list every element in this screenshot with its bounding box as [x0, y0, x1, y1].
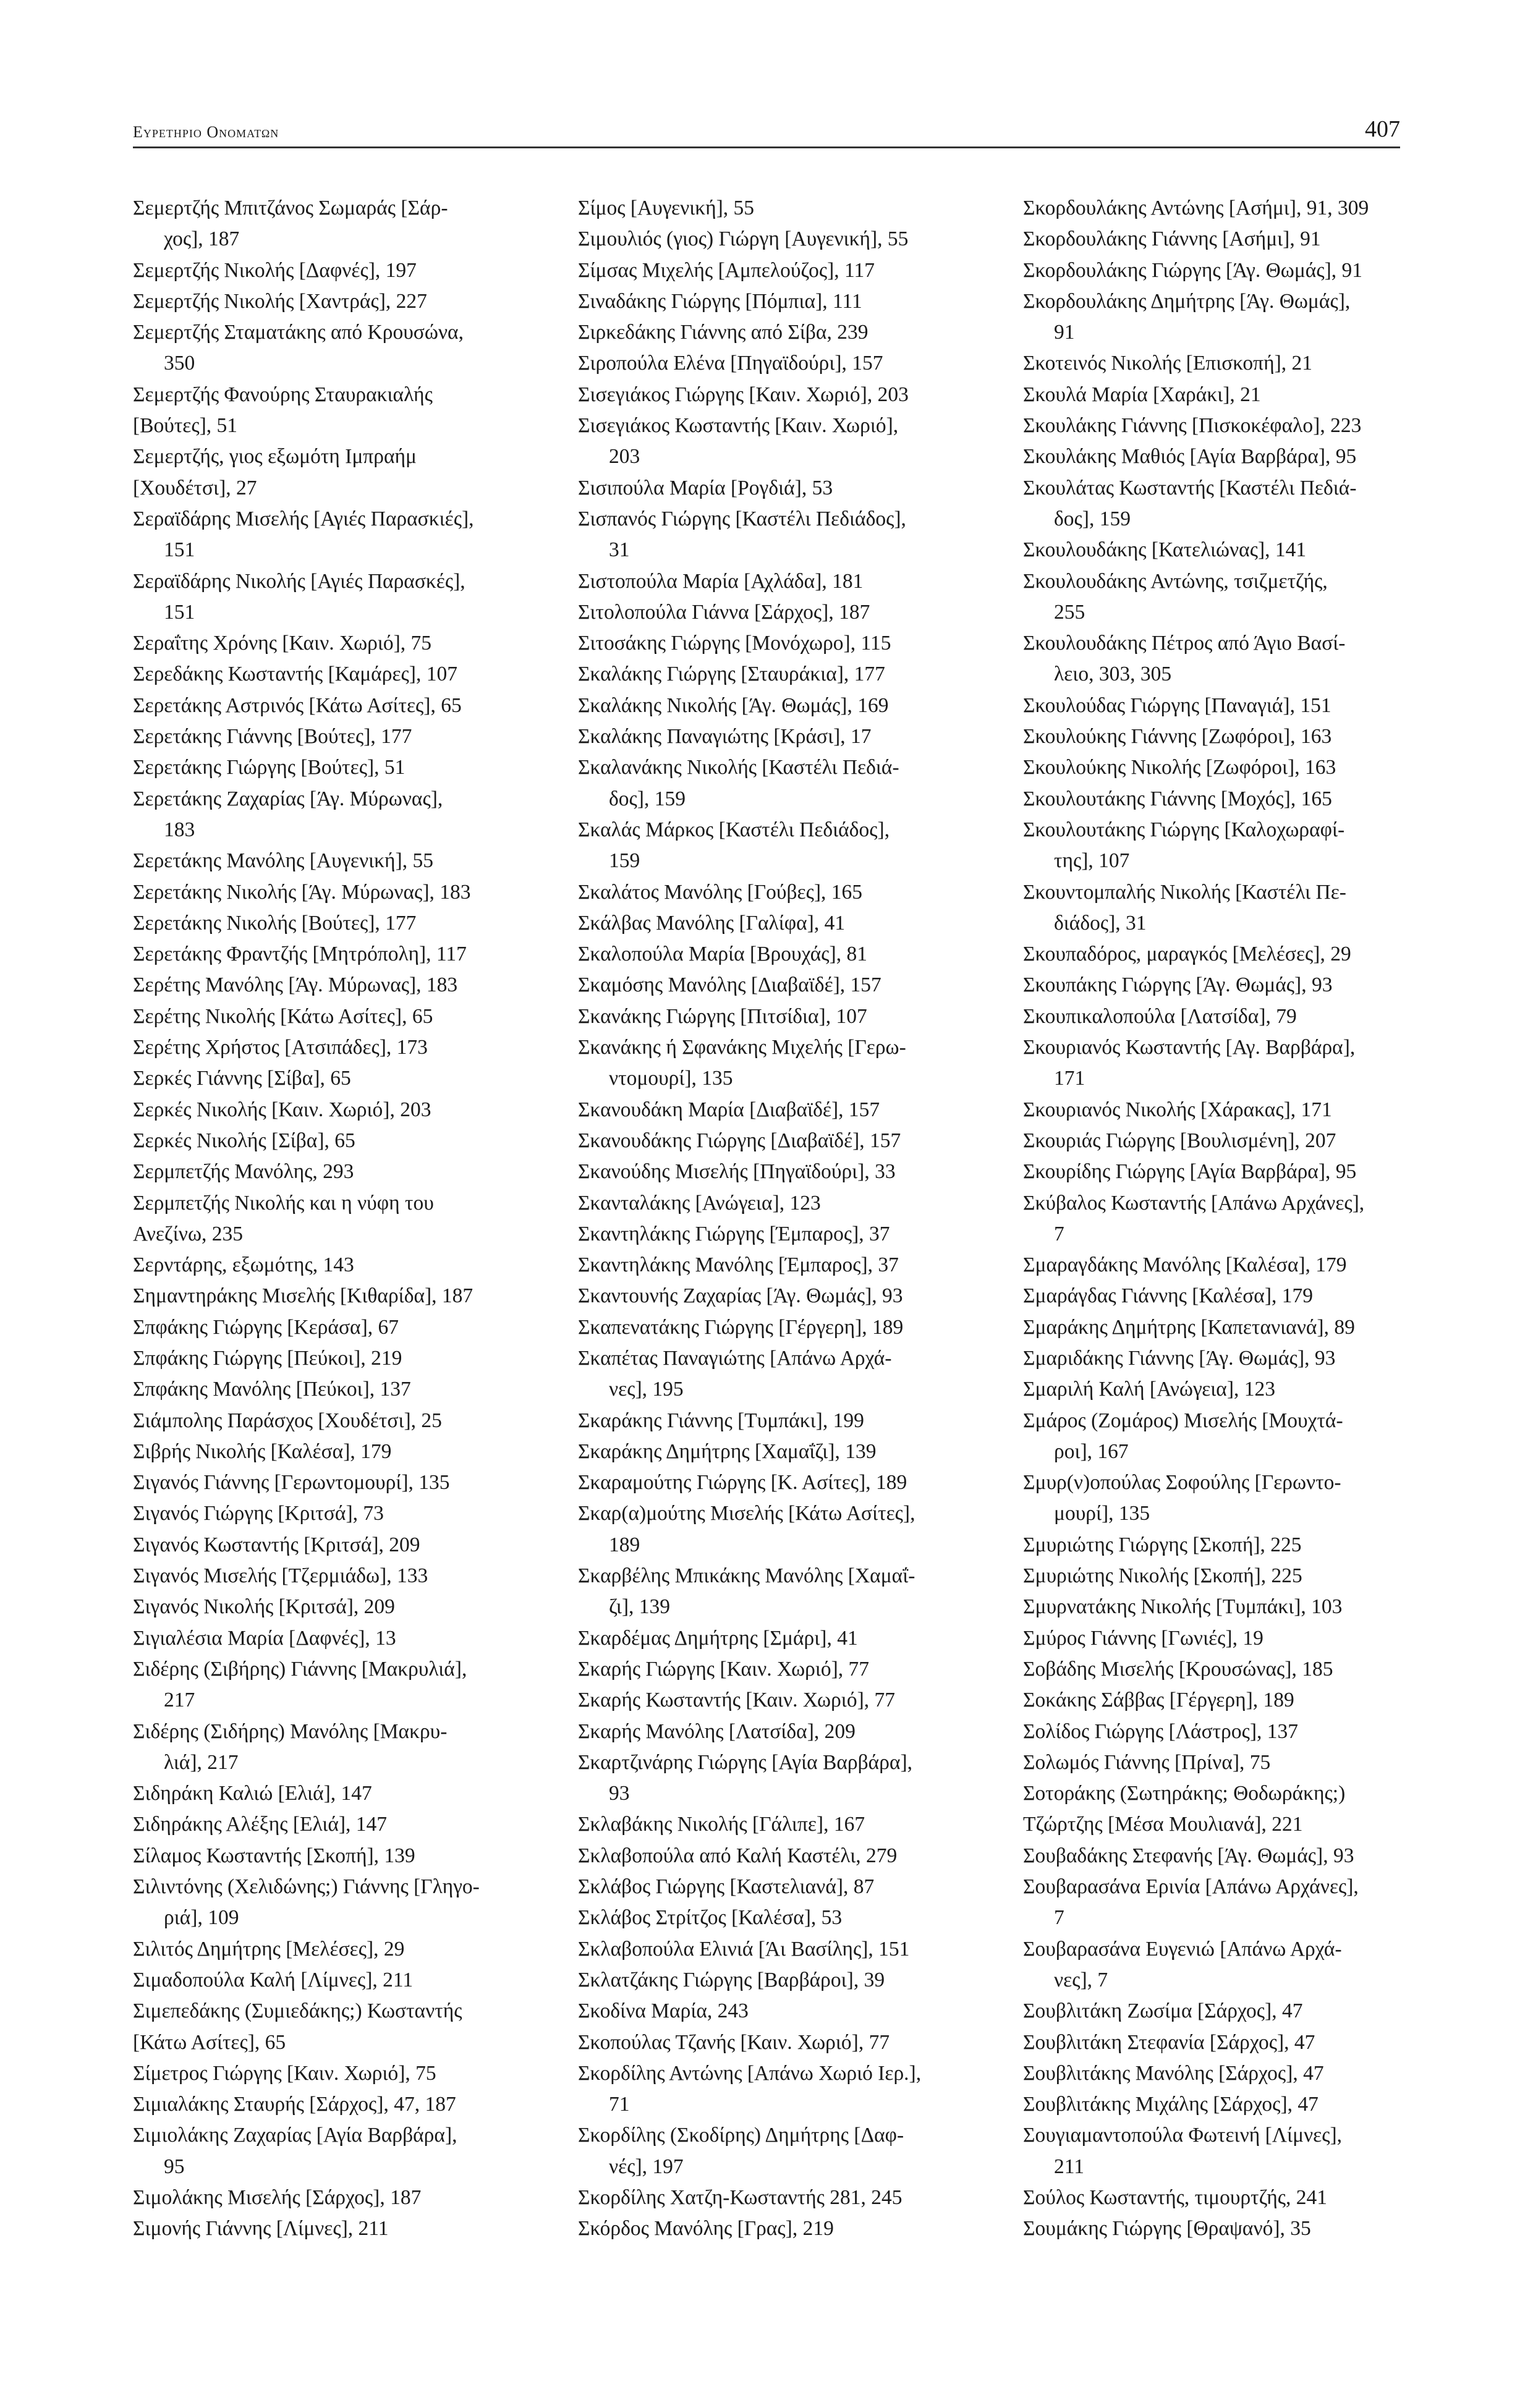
- index-entry: Σερμπετζής Μανόλης, 293: [133, 1160, 354, 1184]
- index-entry: Σκλαβοπούλα Ελινιά [Άι Βασίλης], 151: [578, 1937, 910, 1961]
- index-entry: Σουβλιτάκης Μιχάλης [Σάρχος], 47: [1023, 2093, 1319, 2116]
- index-entry: Σκλαβοπούλα από Καλή Καστέλι, 279: [578, 1844, 898, 1867]
- index-entry: Σκαπέτας Παναγιώτης [Απάνω Αρχά-: [578, 1346, 892, 1370]
- index-entry: ροι], 167: [1054, 1439, 1129, 1463]
- index-entry: 95: [164, 2155, 185, 2178]
- index-entry: Σκανάκης Γιώργης [Πιτσίδια], 107: [578, 1004, 867, 1028]
- index-entry: Σολίδος Γιώργης [Λάστρος], 137: [1023, 1719, 1299, 1743]
- index-entry: Σιμαδοπούλα Καλή [Λίμνες], 211: [133, 1968, 414, 1991]
- index-entry: Σερετάκης Μανόλης [Αυγενική], 55: [133, 849, 433, 873]
- index-entry: 31: [609, 538, 630, 562]
- index-entry: Σκορδουλάκης Δημήτρης [Άγ. Θωμάς],: [1023, 289, 1351, 313]
- index-entry: Σκλάβος Στρίτζος [Καλέσα], 53: [578, 1906, 843, 1930]
- index-entry: Σκλαβάκης Νικολής [Γάλιπε], 167: [578, 1813, 865, 1836]
- index-entry: Σκορδουλάκης Αντώνης [Ασήμι], 91, 309: [1023, 197, 1369, 219]
- index-entry: Σκαρδέμας Δημήτρης [Σμάρι], 41: [578, 1626, 858, 1650]
- index-entry: Σίμετρος Γιώργης [Καιν. Χωριό], 75: [133, 2061, 436, 2085]
- index-entry: Σκουριανός Νικολής [Χάρακας], 171: [1023, 1098, 1332, 1121]
- index-entry: Σκαλάκης Παναγιώτης [Κράσι], 17: [578, 725, 872, 748]
- index-entry: Σουβαρασάνα Ερινία [Απάνω Αρχάνες],: [1023, 1875, 1359, 1899]
- index-entry: χος], 187: [164, 227, 240, 251]
- index-entry: Σκαλάκης Νικολής [Άγ. Θωμάς], 169: [578, 693, 889, 717]
- index-entry: Σίμσας Μιχελής [Αμπελούζος], 117: [578, 258, 875, 282]
- index-entry: Σερεδάκης Κωσταντής [Καμάρες], 107: [133, 663, 457, 686]
- index-entry: Σμύρος Γιάννης [Γωνιές], 19: [1023, 1626, 1263, 1650]
- index-entry: Σίμος [Αυγενική], 55: [578, 197, 755, 219]
- index-entry: Σκουλάκης Μαθιός [Αγία Βαρβάρα], 95: [1023, 445, 1357, 468]
- index-entry: Σιγανός Γιώργης [Κριτσά], 73: [133, 1502, 384, 1525]
- index-entry: Σιτολοπούλα Γιάννα [Σάρχος], 187: [578, 600, 870, 624]
- index-entry: δος], 159: [1054, 507, 1131, 530]
- index-entry: Σκαλάς Μάρκος [Καστέλι Πεδιάδος],: [578, 818, 890, 841]
- index-entry: Σισιπούλα Μαρία [Ρογδιά], 53: [578, 476, 833, 499]
- index-entry: Σιβρής Νικολής [Καλέσα], 179: [133, 1439, 392, 1463]
- index-entry: διάδος], 31: [1054, 911, 1147, 935]
- index-entry: Σοκάκης Σάββας [Γέργερη], 189: [1023, 1689, 1294, 1712]
- index-entry: Σοτοράκης (Σωτηράκης; Θοδωράκης;): [1023, 1782, 1346, 1805]
- index-column-1: [133, 193, 516, 2245]
- index-entry: Σκουρίδης Γιώργης [Αγία Βαρβάρα], 95: [1023, 1160, 1357, 1184]
- index-entry: Σκουπικαλοπούλα [Λατσίδα], 79: [1023, 1004, 1297, 1028]
- index-entry: 91: [1054, 321, 1075, 344]
- index-entry: Σκαντηλάκης Μανόλης [Έμπαρος], 37: [578, 1253, 899, 1277]
- index-entry: 93: [609, 1782, 630, 1805]
- index-entry: Σμυρνατάκης Νικολής [Τυμπάκι], 103: [1023, 1595, 1343, 1619]
- index-entry: 7: [1054, 1906, 1064, 1930]
- index-entry: ζι], 139: [609, 1595, 671, 1619]
- index-entry: Σκανάκης ή Σφανάκης Μιχελής [Γερω-: [578, 1036, 906, 1059]
- index-entry: Σκορδίλης Αντώνης [Απάνω Χωριό Ιερ.],: [578, 2061, 922, 2085]
- index-entry: Σερντάρης, εξωμότης, 143: [133, 1253, 354, 1277]
- index-entry: Σεμερτζής, γιος εξωμότη Ιμπραήμ: [133, 445, 417, 468]
- index-entry: Σκαρβέλης Μπικάκης Μανόλης [Χαμαΐ-: [578, 1564, 915, 1588]
- index-entry: Σίλαμος Κωσταντής [Σκοπή], 139: [133, 1844, 415, 1867]
- index-entry: 189: [609, 1533, 640, 1556]
- index-entry: Σισπανός Γιώργης [Καστέλι Πεδιάδος],: [578, 507, 906, 530]
- index-entry: 71: [609, 2093, 630, 2116]
- index-entry: Σκανουδάκη Μαρία [Διαβαϊδέ], 157: [578, 1098, 880, 1121]
- index-entry: Σισεγιάκος Γιώργης [Καιν. Χωριό], 203: [578, 383, 909, 406]
- index-entry: Σκοδίνα Μαρία, 243: [578, 1999, 749, 2023]
- index-entry: Σπφάκης Μανόλης [Πεύκοι], 137: [133, 1378, 411, 1401]
- index-entry: Σκαντουνής Ζαχαρίας [Άγ. Θωμάς], 93: [578, 1284, 903, 1308]
- index-entry: Σπφάκης Γιώργης [Κεράσα], 67: [133, 1315, 399, 1339]
- index-entry: Σιμουλιός (γιος) Γιώργη [Αυγενική], 55: [578, 227, 909, 251]
- index-entry: Σιλιντόνης (Χελιδώνης;) Γιάννης [Γληγο-: [133, 1875, 480, 1899]
- index-entry: Σεμερτζής Σταματάκης από Κρουσώνα,: [133, 321, 464, 344]
- index-entry: Σιδηράκης Αλέξης [Ελιά], 147: [133, 1813, 388, 1836]
- index-entry: Σκανταλάκης [Ανώγεια], 123: [578, 1191, 821, 1215]
- index-entry: Σκορδουλάκης Γιώργης [Άγ. Θωμάς], 91: [1023, 258, 1363, 282]
- index-entry: Σιγανός Νικολής [Κριτσά], 209: [133, 1595, 395, 1619]
- index-entry: Σιδέρης (Σιδήρης) Μανόλης [Μακρυ-: [133, 1719, 448, 1743]
- index-entry: Σερκές Νικολής [Καιν. Χωριό], 203: [133, 1098, 431, 1121]
- index-entry: Σπφάκης Γιώργης [Πεύκοι], 219: [133, 1346, 402, 1370]
- index-entry: Σκαρής Γιώργης [Καιν. Χωριό], 77: [578, 1657, 870, 1681]
- index-entry: Σερετάκης Αστρινός [Κάτω Ασίτες], 65: [133, 693, 462, 717]
- index-entry: Σιγανός Γιάννης [Γερωντομουρί], 135: [133, 1471, 450, 1494]
- index-entry: Σκαλανάκης Νικολής [Καστέλι Πεδιά-: [578, 756, 899, 779]
- index-entry: Ανεζίνω, 235: [133, 1222, 244, 1245]
- index-entry: νες], 7: [1054, 1968, 1108, 1991]
- index-entry: 7: [1054, 1222, 1064, 1245]
- index-entry: Σερμπετζής Νικολής και η νύφη του: [133, 1191, 434, 1215]
- index-entry: 203: [609, 445, 640, 468]
- index-entry: Σμαριλή Καλή [Ανώγεια], 123: [1023, 1378, 1276, 1401]
- index-entry: Σκουλουδάκης Αντώνης, τσιζμετζής,: [1023, 569, 1328, 593]
- index-entry: [Χουδέτσι], 27: [133, 476, 257, 499]
- index-entry: Σκουλούκης Γιάννης [Ζωφόροι], 163: [1023, 725, 1332, 748]
- index-entry: μουρί], 135: [1054, 1502, 1150, 1525]
- index-entry: Σκουλάκης Γιάννης [Πισκοκέφαλο], 223: [1023, 414, 1362, 438]
- index-entry: Σιδηράκη Καλιώ [Ελιά], 147: [133, 1782, 372, 1805]
- index-entry: 211: [1054, 2155, 1085, 2178]
- index-entry: νές], 197: [609, 2155, 684, 2178]
- index-entry: Σουμάκης Γιώργης [Θραψανό], 35: [1023, 2217, 1311, 2241]
- index-entry: Σκαλάκης Γιώργης [Σταυράκια], 177: [578, 663, 885, 686]
- index-entry: Σμαραγδάκης Μανόλης [Καλέσα], 179: [1023, 1253, 1347, 1277]
- index-entry: Σκουλουδάκης [Κατελιώνας], 141: [1023, 538, 1307, 562]
- index-entry: Σκουλουτάκης Γιώργης [Καλοχωραφί-: [1023, 818, 1345, 841]
- index-entry: Σιρκεδάκης Γιάννης από Σίβα, 239: [578, 321, 868, 344]
- index-entry: Σουβλιτάκη Ζωσίμα [Σάρχος], 47: [1023, 1999, 1303, 2023]
- index-entry: Σκουλούκης Νικολής [Ζωφόροι], 163: [1023, 756, 1336, 779]
- index-entry: Σουβλιτάκης Μανόλης [Σάρχος], 47: [1023, 2061, 1324, 2085]
- index-entry: Σκαμόσης Μανόλης [Διαβαϊδέ], 157: [578, 973, 881, 997]
- index-entry: [Κάτω Ασίτες], 65: [133, 2030, 286, 2054]
- index-entry: 151: [164, 538, 195, 562]
- index-entry: Σερκές Νικολής [Σίβα], 65: [133, 1129, 355, 1152]
- index-entry: Σερέτης Νικολής [Κάτω Ασίτες], 65: [133, 1004, 433, 1028]
- index-entry: Σκουντομπαλής Νικολής [Καστέλι Πε-: [1023, 880, 1346, 904]
- index-entry: 171: [1054, 1067, 1085, 1090]
- index-entry: Σκορδίλης (Σκοδίρης) Δημήτρης [Δαφ-: [578, 2124, 904, 2147]
- index-entry: Σεμερτζής Νικολής [Δαφνές], 197: [133, 258, 417, 282]
- index-entry: 183: [164, 818, 195, 841]
- index-entry: Σερετάκης Ζαχαρίας [Άγ. Μύρωνας],: [133, 787, 443, 810]
- index-entry: Σιτοσάκης Γιώργης [Μονόχωρο], 115: [578, 632, 891, 655]
- index-entry: Σερετάκης Γιάννης [Βούτες], 177: [133, 725, 412, 748]
- index-entry: Σκαλοπούλα Μαρία [Βρουχάς], 81: [578, 943, 867, 966]
- index-entry: Σουβαρασάνα Ευγενιώ [Απάνω Αρχά-: [1023, 1937, 1342, 1961]
- index-entry: Σκουριάς Γιώργης [Βουλισμένη], 207: [1023, 1129, 1336, 1152]
- index-entry: ντομουρί], 135: [609, 1067, 733, 1090]
- index-entry: Σούλος Κωσταντής, τιμουρτζής, 241: [1023, 2186, 1327, 2209]
- index-entry: Σεμερτζής Φανούρης Σταυρακιαλής: [133, 383, 433, 406]
- index-entry: Σκοπούλας Τζανής [Καιν. Χωριό], 77: [578, 2030, 890, 2054]
- index-entry: Σκουλουδάκης Πέτρος από Άγιο Βασί-: [1023, 632, 1346, 655]
- index-entry: 159: [609, 849, 640, 873]
- index-entry: Σκαρτζινάρης Γιώργης [Αγία Βαρβάρα],: [578, 1750, 913, 1774]
- index-entry: Σερέτης Χρήστος [Ατσιπάδες], 173: [133, 1036, 428, 1059]
- index-entry: Σερέτης Μανόλης [Άγ. Μύρωνας], 183: [133, 973, 458, 997]
- index-entry: Σιμιολάκης Ζαχαρίας [Αγία Βαρβάρα],: [133, 2124, 457, 2147]
- index-entry: της], 107: [1054, 849, 1130, 873]
- index-entry: Σιμολάκης Μισελής [Σάρχος], 187: [133, 2186, 422, 2209]
- index-entry: Σιμιαλάκης Σταυρής [Σάρχος], 47, 187: [133, 2093, 456, 2116]
- index-entry: Σμαράγδας Γιάννης [Καλέσα], 179: [1023, 1284, 1313, 1308]
- index-column-2: [578, 193, 961, 2245]
- index-entry: Σμάρος (Ζομάρος) Μισελής [Μουχτά-: [1023, 1409, 1343, 1432]
- index-entry: Σερετάκης Φραντζής [Μητρόπολη], 117: [133, 943, 467, 966]
- index-entry: Σκλάβος Γιώργης [Καστελιανά], 87: [578, 1875, 875, 1899]
- index-entry: Σιγιαλέσια Μαρία [Δαφνές], 13: [133, 1626, 396, 1650]
- index-entry: Σιγανός Μισελής [Τζερμιάδω], 133: [133, 1564, 428, 1588]
- index-entry: ριά], 109: [164, 1906, 239, 1930]
- index-entry: Σμαριδάκης Γιάννης [Άγ. Θωμάς], 93: [1023, 1346, 1336, 1370]
- index-entry: Σκλατζάκης Γιώργης [Βαρβάροι], 39: [578, 1968, 885, 1991]
- index-entry: 151: [164, 600, 195, 624]
- index-entry: Σκαρ(α)μούτης Μισελής [Κάτω Ασίτες],: [578, 1502, 915, 1525]
- index-entry: 255: [1054, 600, 1085, 624]
- index-entry: Σιλιτός Δημήτρης [Μελέσες], 29: [133, 1937, 405, 1961]
- index-entry: Σιάμπολης Παράσχος [Χουδέτσι], 25: [133, 1409, 442, 1432]
- index-entry: Σκουπάκης Γιώργης [Άγ. Θωμάς], 93: [1023, 973, 1333, 997]
- index-entry: Σκουπαδόρος, μαραγκός [Μελέσες], 29: [1023, 943, 1351, 966]
- index-entry: Σουγιαμαντοπούλα Φωτεινή [Λίμνες],: [1023, 2124, 1343, 2147]
- index-entry: Σεραϊδάρης Μισελής [Αγιές Παρασκιές],: [133, 507, 474, 530]
- index-entry: Σκόρδος Μανόλης [Γρας], 219: [578, 2217, 834, 2241]
- index-entry: Σκαρής Μανόλης [Λατσίδα], 209: [578, 1719, 856, 1743]
- index-entry: Σερετάκης Νικολής [Βούτες], 177: [133, 911, 417, 935]
- index-entry: Σολωμός Γιάννης [Πρίνα], 75: [1023, 1750, 1271, 1774]
- index-entry: Σεμερτζής Νικολής [Χαντράς], 227: [133, 289, 427, 313]
- index-entry: Σκαλάτος Μανόλης [Γούβες], 165: [578, 880, 863, 904]
- page-header: [133, 114, 1400, 148]
- index-entry: νες], 195: [609, 1378, 684, 1401]
- index-entry: Σκάλβας Μανόλης [Γαλίφα], 41: [578, 911, 846, 935]
- index-entry: δος], 159: [609, 787, 686, 810]
- index-entry: Σερετάκης Νικολής [Άγ. Μύρωνας], 183: [133, 880, 471, 904]
- index-entry: 217: [164, 1689, 195, 1712]
- index-columns: [133, 193, 1406, 2245]
- index-entry: λειο, 303, 305: [1054, 663, 1172, 686]
- index-entry: Σιναδάκης Γιώργης [Πόμπια], 111: [578, 289, 862, 313]
- index-entry: Σκαράκης Γιάννης [Τυμπάκι], 199: [578, 1409, 864, 1432]
- index-entry: Σκουλά Μαρία [Χαράκι], 21: [1023, 383, 1261, 406]
- index-entry: Σιστοπούλα Μαρία [Αχλάδα], 181: [578, 569, 864, 593]
- index-entry: Σκαπενατάκης Γιώργης [Γέργερη], 189: [578, 1315, 904, 1339]
- index-entry: Σκουλάτας Κωσταντής [Καστέλι Πεδιά-: [1023, 476, 1357, 499]
- index-entry: Σιδέρης (Σιβήρης) Γιάννης [Μακρυλιά],: [133, 1657, 467, 1681]
- index-entry: Σκαντηλάκης Γιώργης [Έμπαρος], 37: [578, 1222, 890, 1245]
- index-entry: Σιμεπεδάκης (Συμιεδάκης;) Κωσταντής: [133, 1999, 462, 2023]
- running-head: Ευρετηριο Ονοματων: [133, 123, 279, 141]
- page-number: 407: [1365, 116, 1400, 142]
- index-entry: Σκανούδης Μισελής [Πηγαϊδούρι], 33: [578, 1160, 896, 1184]
- index-entry: Σεραϊδάρης Νικολής [Αγιές Παρασκές],: [133, 569, 465, 593]
- index-entry: Τζώρτζης [Μέσα Μουλιανά], 221: [1023, 1813, 1303, 1836]
- index-entry: Σεραΐτης Χρόνης [Καιν. Χωριό], 75: [133, 632, 432, 655]
- index-entry: Σκύβαλος Κωσταντής [Απάνω Αρχάνες],: [1023, 1191, 1365, 1215]
- index-entry: Σιμονής Γιάννης [Λίμνες], 211: [133, 2217, 389, 2241]
- index-entry: Σερκές Γιάννης [Σίβα], 65: [133, 1067, 351, 1090]
- index-entry: Σισεγιάκος Κωσταντής [Καιν. Χωριό],: [578, 414, 899, 438]
- index-entry: Σκουλουτάκης Γιάννης [Μοχός], 165: [1023, 787, 1332, 810]
- index-entry: Σκοτεινός Νικολής [Επισκοπή], 21: [1023, 352, 1313, 375]
- index-column-3: [1023, 193, 1406, 2245]
- index-entry: Σοβάδης Μισελής [Κρουσώνας], 185: [1023, 1657, 1333, 1681]
- index-entry: [Βούτες], 51: [133, 414, 238, 438]
- index-entry: Σκαράκης Δημήτρης [Χαμαΐζι], 139: [578, 1439, 877, 1463]
- index-entry: Σημαντηράκης Μισελής [Κιθαρίδα], 187: [133, 1284, 473, 1308]
- index-entry: Σμυριώτης Γιώργης [Σκοπή], 225: [1023, 1533, 1302, 1556]
- index-entry: Σμυριώτης Νικολής [Σκοπή], 225: [1023, 1564, 1302, 1588]
- index-entry: Σουβαδάκης Στεφανής [Άγ. Θωμάς], 93: [1023, 1844, 1354, 1867]
- index-entry: Σουβλιτάκη Στεφανία [Σάρχος], 47: [1023, 2030, 1315, 2054]
- index-entry: Σκαρής Κωσταντής [Καιν. Χωριό], 77: [578, 1689, 895, 1712]
- index-entry: λιά], 217: [164, 1750, 239, 1774]
- index-entry: Σκουριανός Κωσταντής [Αγ. Βαρβάρα],: [1023, 1036, 1356, 1059]
- index-entry: Σμαράκης Δημήτρης [Καπετανιανά], 89: [1023, 1315, 1355, 1339]
- index-entry: Σιροπούλα Ελένα [Πηγαϊδούρι], 157: [578, 352, 883, 375]
- index-entry: Σμυρ(ν)οπούλας Σοφούλης [Γερωντο-: [1023, 1471, 1341, 1494]
- index-entry: Σκαραμούτης Γιώργης [Κ. Ασίτες], 189: [578, 1471, 907, 1494]
- index-entry: Σεμερτζής Μπιτζάνος Σωμαράς [Σάρ-: [133, 197, 448, 219]
- index-entry: Σκανουδάκης Γιώργης [Διαβαϊδέ], 157: [578, 1129, 901, 1152]
- index-entry: Σερετάκης Γιώργης [Βούτες], 51: [133, 756, 406, 779]
- index-entry: Σκορδίλης Χατζη-Κωσταντής 281, 245: [578, 2186, 902, 2209]
- index-entry: 350: [164, 352, 195, 375]
- index-entry: Σιγανός Κωσταντής [Κριτσά], 209: [133, 1533, 420, 1556]
- index-entry: Σκορδουλάκης Γιάννης [Ασήμι], 91: [1023, 227, 1321, 251]
- index-entry: Σκουλούδας Γιώργης [Παναγιά], 151: [1023, 693, 1331, 717]
